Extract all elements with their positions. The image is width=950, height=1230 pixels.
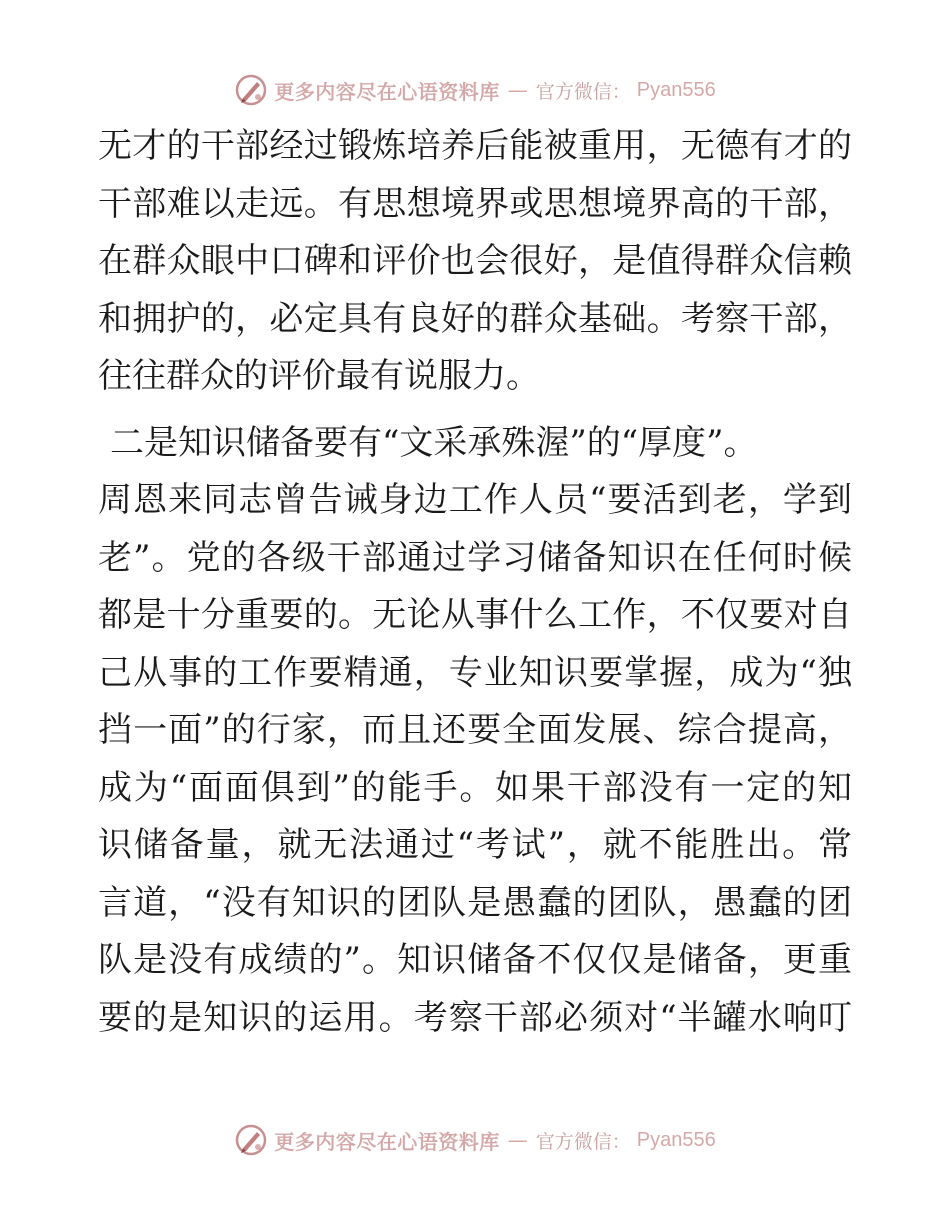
footer-watermark-banner [0,1120,950,1160]
text-line: 挡一面”的行家，而且还要全面发展、综合提高， [98,710,852,750]
text-line: 干部难以走远。有思想境界或思想境界高的干部， [98,183,852,224]
banner-separator: — [507,78,528,102]
banner-wechat-id: Pyan556 [636,78,716,101]
banner-wechat-id: Pyan556 [636,1128,716,1151]
text-line: 言道，“没有知识的团队是愚蠢的团队，愚蠢的团 [98,882,852,923]
text-line: 要的是知识的运用。考察干部必须对“半罐水响叮 [98,997,852,1038]
text-line: 成为“面面俱到”的能手。如果干部没有一定的知 [98,767,852,808]
paragraph [98,415,852,1048]
text-line: 无才的干部经过锻炼培养后能被重用，无德有才的 [98,126,852,166]
banner-title: 更多内容尽在心语资料库 [274,1129,500,1154]
pen-logo-icon [234,1123,268,1157]
text-line: 二是知识储备要有“文采承殊渥”的“厚度”。 [110,422,758,463]
text-line: 在群众眼中口碑和评价也会很好，是值得群众信赖 [98,241,852,281]
banner-separator: — [507,1128,528,1152]
text-line: 己从事的工作要精通，专业知识要掌握，成为“独 [98,652,852,693]
text-line: 队是没有成绩的”。知识储备不仅仅是储备，更重 [98,940,852,980]
banner-title: 更多内容尽在心语资料库 [274,79,500,104]
text-line: 老”。党的各级干部通过学习储备知识在任何时候 [98,537,852,578]
pen-logo-icon [234,73,268,107]
header-watermark-banner [0,70,950,110]
banner-label: 官方微信： [535,80,631,103]
document-body [98,118,852,1047]
text-line: 和拥护的，必定具有良好的群众基础。考察干部， [98,298,852,339]
text-line: 往往群众的评价最有说服力。 [98,356,540,396]
text-line: 识储备量，就无法通过“考试”，就不能胜出。常 [98,825,852,865]
banner-label: 官方微信： [535,1130,631,1153]
text-line: 都是十分重要的。无论从事什么工作，不仅要对自 [98,595,852,635]
paragraph [98,118,852,406]
text-line: 周恩来同志曾告诫身边工作人员“要活到老，学到 [98,480,852,520]
